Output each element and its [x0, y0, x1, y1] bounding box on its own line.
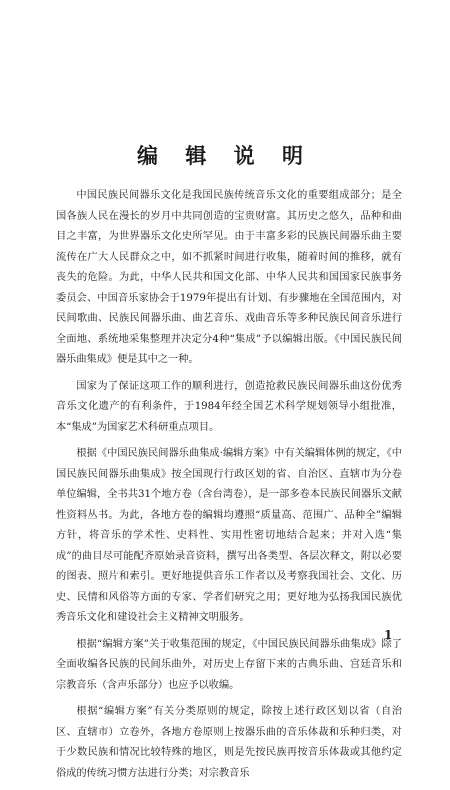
document-title: 编 辑 说 明 — [137, 143, 313, 168]
document-body — [56, 186, 402, 790]
paragraph-1: 中国民族民间器乐文化是我国民族传统音乐文化的重要组成部分；是全国各族人民在漫长的岁月中共同创造的宝贵财富。其历史之悠久，品种和曲目之丰富，为世界器乐文化史所罕见。由于丰富多彩的民族民间器乐曲主要流传在广大人民群众之中，如不抓紧时间进行收集，随着时间的推移，就有丧失的危险。为此，中华人民共和国文化部、中华人民共和国国家民族事务委员会、中国音乐家协会于1979年提出有计划、有步骤地在全国范围内，对民间歌曲、民族民间器乐曲、曲艺音乐、戏曲音乐等多种民族民间音乐进行全面地、系统地采集整理并决定分4种“集成”予以编辑出版。《中国民族民间器乐曲集成》便是其中之一种。 — [56, 190, 402, 365]
paragraph-3: 根据《中国民族民间器乐曲集成·编辑方案》中有关编辑体例的规定，《中国民族民间器乐曲集成》按全国现行行政区划的省、自治区、直辖市为分卷单位编辑，全书共31个地方卷（含台湾卷），是一部多卷本民族民间器乐文献性资料丛书。为此，各地方卷的编辑均遵照“质量高、范围广、品种全”编辑方针，将音乐的学术性、史料性、实用性密切地结合起来；并对入选“集成”的曲目尽可能配齐原始录音资料，撰写出各类型、各层次释文，附以必要的图表、照片和索引。更好地提供音乐工作者以及考察我国社会、文化、历史、民情和风俗等方面的专家、学者们研究之用；更好地为弘扬我国民族优秀音乐文化和建设社会主义精神文明服务。 — [56, 448, 402, 623]
paragraph-2: 国家为了保证这项工作的顺利进行，创造抢救民族民间器乐曲这份优秀音乐文化遗产的有利条件，于1984年经全国艺术科学规划领导小组批准，本“集成”为国家艺术科研重点项目。 — [56, 380, 402, 433]
paragraph-4: 根据“编辑方案”关于收集范围的规定，《中国民族民间器乐曲集成》除了全面收编各民族的民间乐曲外，对历史上存留下来的古典乐曲、宫廷音乐和宗教音乐（含声乐部分）也应予以收编。 — [56, 638, 402, 691]
paragraph-5: 根据“编辑方案”有关分类原则的规定，除按上述行政区划以省（自治区、直辖市）立卷外，各地方卷原则上按器乐曲的音乐体裁和乐种归类，对于少数民族和情况比较特殊的地区，则是先按民族再按音乐体裁或其他约定俗成的传统习惯方法进行分类；对宗教音乐 — [56, 706, 402, 779]
page-number: 1 — [384, 628, 393, 642]
